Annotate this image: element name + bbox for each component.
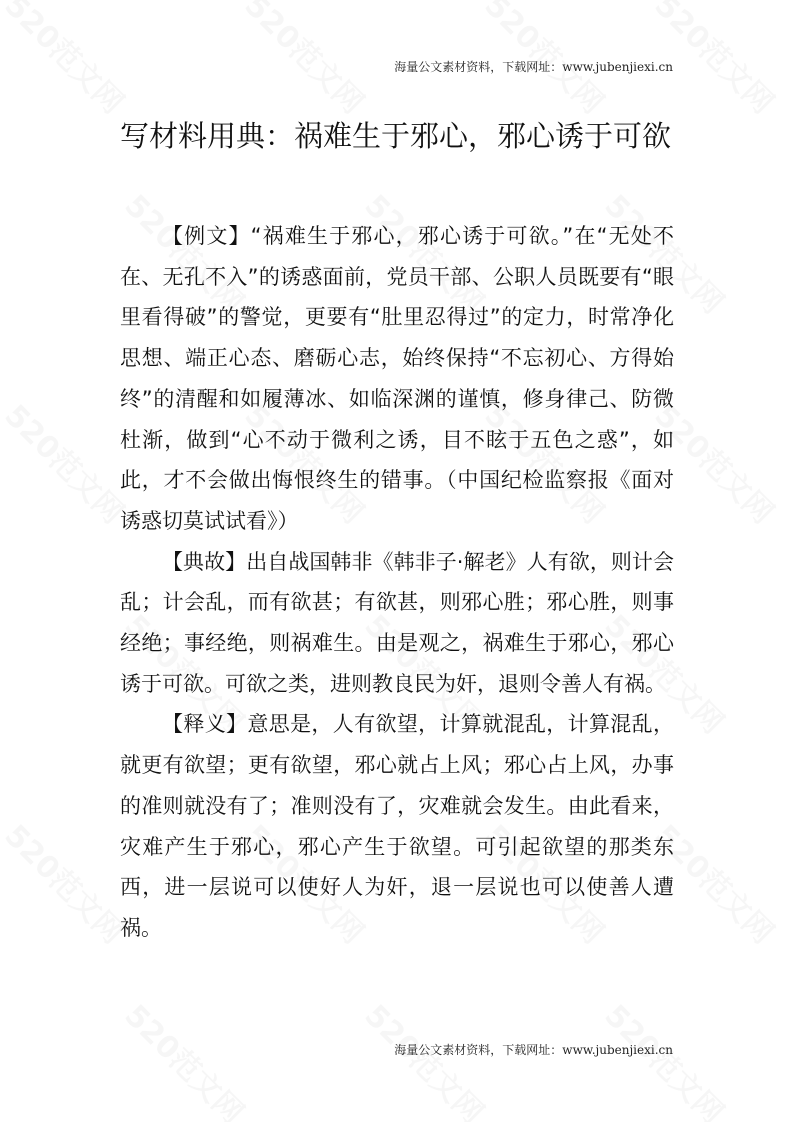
footer-source-note: 海量公文素材资料，下载网址：www.jubenjiexi.cn [394,1043,673,1057]
watermark [237,0,376,122]
document-title: 写材料用典：祸难生于邪心，邪心诱于可欲 [120,119,672,153]
watermark [0,392,136,531]
header-source-note: 海量公文素材资料，下载网址：www.jubenjiexi.cn [394,60,673,74]
paragraph-example: 【例文】“祸难生于邪心，邪心诱于可欲。”在“无处不在、无孔不入”的诱惑面前，党员干部、公职人员既要有“眼里看得破”的警觉，更要有“肚里忍得过”的定力，时常净化思想、端正心态、磨砺心志，始终保持“不忘初心、方得始终”的清醒和如履薄冰、如临深渊的谨慎，修身律己、防微杜渐，做到“心不动于微利之诱，目不眩于五色之惑”，如此，才不会做出悔恨终生的错事。（中国纪检监察报《面对诱惑切莫试试看》） [120,224,674,533]
watermark [0,0,136,122]
watermark [117,992,256,1122]
paragraph-allusion: 【典故】出自战国韩非《韩非子·解老》人有欲，则计会乱；计会乱，而有欲甚；有欲甚，则邪心胜；邪心胜，则事经绝；事经绝，则祸难生。由是观之，祸难生于邪心，邪心诱于可欲。可欲之类，进则教良民为奸，退则令善人有祸。 [120,549,674,696]
watermark [0,812,136,951]
paragraph-interpretation: 【释义】意思是，人有欲望，计算就混乱，计算混乱，就更有欲望；更有欲望，邪心就占上风；邪心占上风，办事的准则就没有了；准则没有了，灾难就会发生。由此看来，灾难产生于邪心，邪心产生于欲望。可引起欲望的那类东西，进一层说可以使好人为奸，退一层说也可以使善人遭祸。 [120,712,674,940]
document-body [120,216,674,949]
